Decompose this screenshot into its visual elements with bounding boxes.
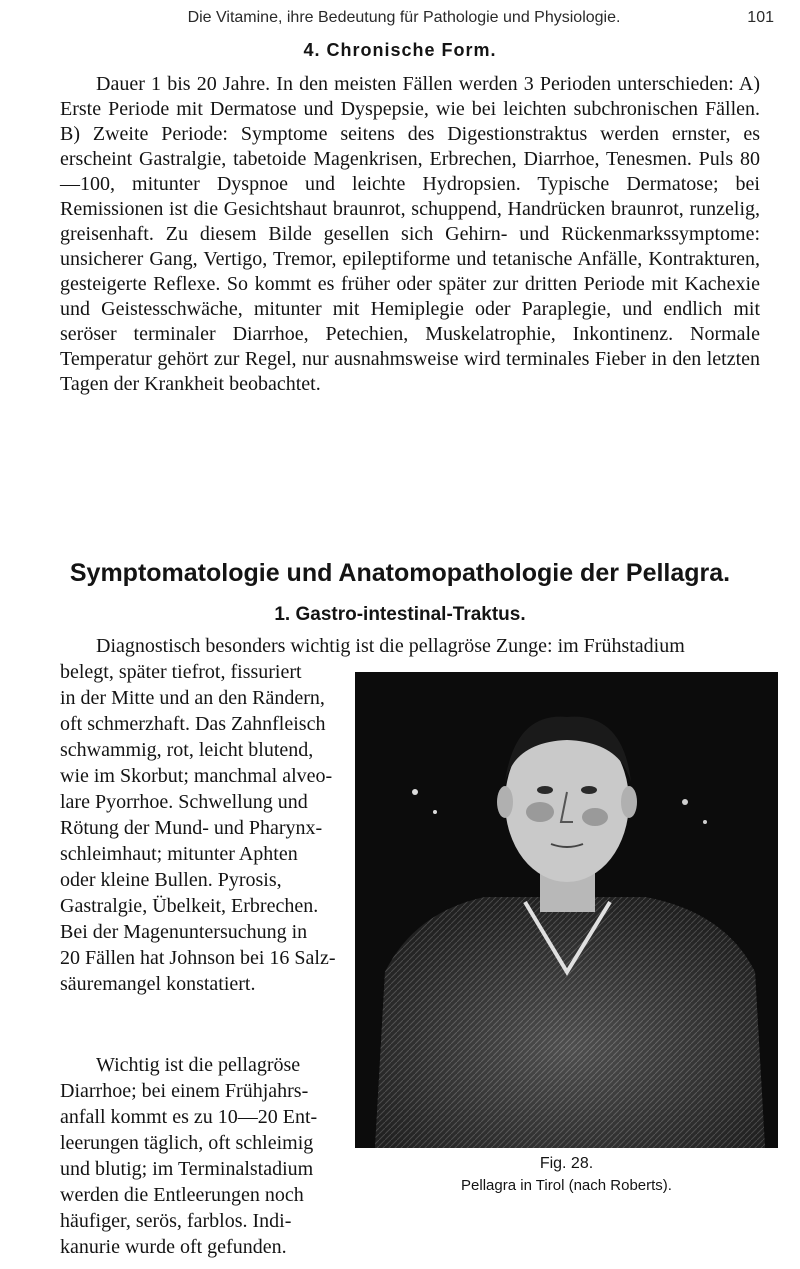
- text-line: oft schmerzhaft. Das Zahnfleisch: [60, 713, 326, 735]
- section-title: 4. Chronische Form.: [303, 40, 497, 60]
- text-line: oder kleine Bullen. Pyrosis,: [60, 869, 282, 891]
- text-line: in der Mitte und an den Rändern,: [60, 687, 325, 709]
- text-line: anfall kommt es zu 10—20 Ent-: [60, 1106, 318, 1128]
- text-line: säuremangel konstatiert.: [60, 973, 256, 995]
- text-line: 20 Fällen hat Johnson bei 16 Salz-: [60, 947, 336, 969]
- text-line: und blutig; im Terminalstadium: [60, 1158, 314, 1180]
- running-head: [34, 6, 774, 32]
- paragraph-chronic-form: Dauer 1 bis 20 Jahre. In den meisten Fällen werden 3 Perioden unterschieden: A) Erste Periode mit Dermatose und Dyspepsie, wie bei leichten subchronischen Fällen. B) Zweite Periode: Symptome seitens des Digestionstraktus werden ernster, es erscheint Gastralgie, tabetoide Magenkrisen, Erbrechen, Diarrhoe, Tenesmen. Puls 80—100, mitunter Dyspnoe und leichte Hydropsien. Typische Dermatose; bei Remissionen ist die Gesichtshaut braunrot, schuppend, Handrücken braunrot, runzelig, greisenhaft. Zu diesem Bilde gesellen sich Gehirn- und Rückenmarkssymptome: unsicherer Gang, Vertigo, Tremor, epileptiforme und tetanische Anfälle, Kontrakturen, gesteigerte Reflexe. So kommt es früher oder später zur dritten Periode mit Kachexie und Geistesschwäche, mitunter mit Hemiplegie oder Paraplegie, und endlich mit seröser terminaler Diarrhoe, Petechien, Muskelatrophie, Inkontinenz. Normale Temperatur gehört zur Regel, nur ausnahmsweise wird terminales Fieber in den letzten Tagen der Krankheit beobachtet.: [60, 73, 760, 395]
- paragraph-tongue: [60, 659, 342, 997]
- sub-heading: 1. Gastro-intestinal-Traktus.: [274, 604, 526, 625]
- text-line: werden die Entleerungen noch: [60, 1184, 304, 1206]
- paragraph-tongue-first-line: Diagnostisch besonders wichtig ist die pellagröse Zunge: im Frühstadium: [96, 635, 685, 657]
- text-line: Rötung der Mund- und Pharynx-: [60, 817, 323, 839]
- text-line: Gastralgie, Übelkeit, Erbrechen.: [60, 895, 319, 917]
- text-line: Wichtig ist die pellagröse: [96, 1054, 301, 1076]
- text-line: Diarrhoe; bei einem Frühjahrs-: [60, 1080, 309, 1102]
- running-head-title: Die Vitamine, ihre Bedeutung für Pathologie und Physiologie.: [187, 9, 621, 26]
- pellagra-photo: [355, 672, 778, 1148]
- figure-caption: Pellagra in Tirol (nach Roberts).: [461, 1177, 672, 1194]
- text-line: wie im Skorbut; manchmal alveo-: [60, 765, 333, 787]
- text-line: leerungen täglich, oft schleimig: [60, 1132, 314, 1154]
- text-line: schleimhaut; mitunter Aphten: [60, 843, 298, 865]
- text-line: häufiger, serös, farblos. Indi-: [60, 1210, 292, 1232]
- text-line: Bei der Magenuntersuchung in: [60, 921, 308, 943]
- figure-label: Fig. 28.: [539, 1155, 594, 1172]
- text-line: schwammig, rot, leicht blutend,: [60, 739, 314, 761]
- text-line: kanurie wurde oft gefunden.: [60, 1236, 287, 1258]
- main-heading: Symptomatologie und Anatomopathologie der Pellagra.: [69, 559, 731, 587]
- photo-illustration: [355, 672, 778, 1148]
- text-line: belegt, später tiefrot, fissuriert: [60, 661, 302, 683]
- text-line: lare Pyorrhoe. Schwellung und: [60, 791, 308, 813]
- paragraph-diarrhoe: [60, 1052, 342, 1260]
- page-number: 101: [747, 9, 774, 26]
